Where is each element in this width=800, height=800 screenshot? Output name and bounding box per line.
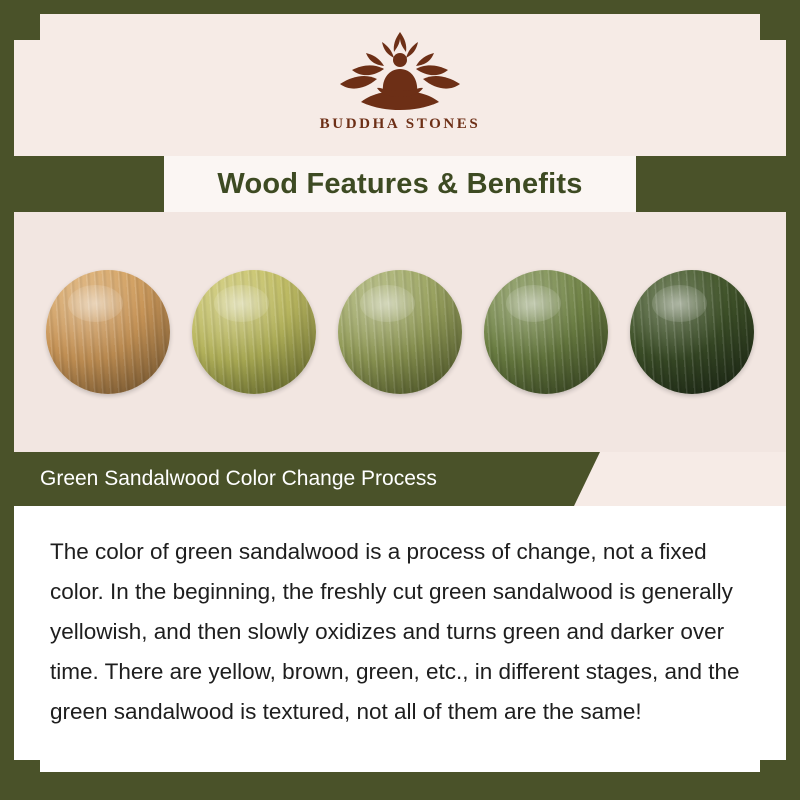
frame-corner-top-right	[760, 0, 800, 40]
brand-name: BUDDHA STONES	[319, 116, 481, 132]
bead-stage-2	[192, 270, 316, 394]
bead-stage-5	[630, 270, 754, 394]
section-label: Green Sandalwood Color Change Process	[40, 467, 437, 490]
bead-shading	[630, 270, 754, 394]
bead-shading	[46, 270, 170, 394]
bead-shading	[338, 270, 462, 394]
title-bar	[14, 156, 786, 212]
inner-panel	[14, 14, 786, 786]
title-left-notch	[14, 156, 164, 212]
frame-left-accent	[0, 198, 14, 438]
section-ribbon	[14, 452, 786, 506]
bead-stage-1	[46, 270, 170, 394]
body-paragraph: The color of green sandalwood is a process of change, not a fixed color. In the beginning, the freshly cut green sandalwood is generally yellowish, and then slowly oxidizes and turns green and darker over time. There are yellow, brown, green, etc., in different stages, and the green sandalwood is textured, not all of them are the same!	[50, 539, 740, 724]
title-box	[164, 156, 636, 212]
bead-stage-4	[484, 270, 608, 394]
frame-corner-top-left	[0, 0, 40, 40]
page-title: Wood Features & Benefits	[217, 167, 583, 200]
lotus-meditation-icon	[325, 28, 475, 114]
frame-bottom-bar	[0, 772, 800, 800]
bead-gallery	[14, 212, 786, 452]
bead-shading	[484, 270, 608, 394]
bead-shading	[192, 270, 316, 394]
frame-right-accent	[786, 198, 800, 438]
title-right-notch	[636, 156, 786, 212]
brand-header	[14, 14, 786, 154]
body-panel	[14, 506, 786, 786]
bead-stage-3	[338, 270, 462, 394]
